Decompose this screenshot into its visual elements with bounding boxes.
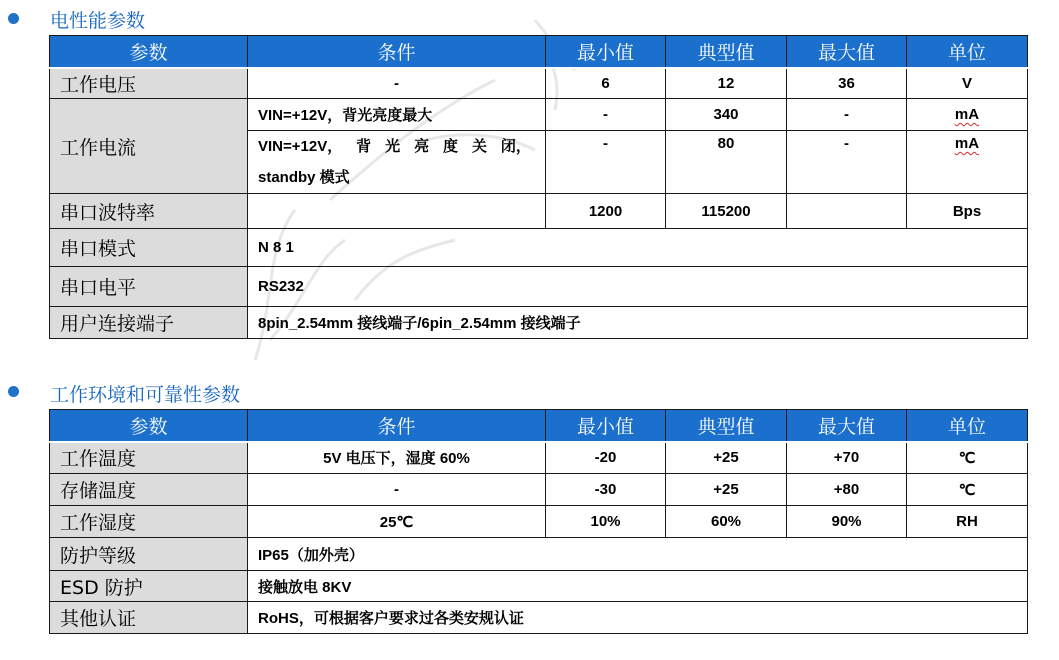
row-label: 串口波特率	[50, 194, 248, 229]
cell-typ: +25	[666, 442, 787, 474]
cell-max: -	[787, 99, 907, 131]
cell-min: 10%	[546, 506, 666, 538]
row-label: 工作温度	[50, 442, 248, 474]
header-param: 参数	[50, 410, 248, 442]
electrical-params-table	[49, 35, 1028, 339]
header-min: 最小值	[546, 410, 666, 442]
section-title-environment: 工作环境和可靠性参数	[50, 384, 241, 406]
cell-min: 6	[546, 68, 666, 99]
cell-condition: 25℃	[248, 506, 546, 538]
cond-word: VIN=+12V，	[258, 138, 343, 155]
row-label: 存储温度	[50, 474, 248, 506]
table-row	[50, 307, 1028, 339]
header-condition: 条件	[248, 36, 546, 68]
table-header-row	[50, 410, 1028, 442]
cell-condition: -	[248, 68, 546, 99]
cond-word: 关	[471, 138, 487, 155]
cell-min: -	[546, 131, 666, 194]
table-row	[50, 506, 1028, 538]
cell-value: 接触放电 8KV	[248, 571, 1028, 602]
header-param: 参数	[50, 36, 248, 68]
unit-text: mA	[954, 106, 980, 123]
row-label: 防护等级	[50, 538, 248, 571]
row-label: 工作电压	[50, 68, 248, 99]
cell-min: -	[546, 99, 666, 131]
cell-value: 8pin_2.54mm 接线端子/6pin_2.54mm 接线端子	[248, 307, 1028, 339]
header-typ: 典型值	[666, 36, 787, 68]
section-title-electrical: 电性能参数	[50, 10, 146, 32]
cell-unit	[907, 131, 1028, 194]
row-label: 串口电平	[50, 267, 248, 307]
cell-unit: ℃	[907, 442, 1028, 474]
table-row	[50, 571, 1028, 602]
cond-word: 光	[385, 138, 401, 155]
cond-word: 亮	[414, 138, 430, 155]
cell-max	[787, 194, 907, 229]
header-max: 最大值	[787, 36, 907, 68]
table-row	[50, 602, 1028, 634]
cond-word: 度	[443, 138, 459, 155]
table-row	[50, 68, 1028, 99]
row-label: 串口模式	[50, 229, 248, 267]
bullet-icon	[8, 13, 19, 24]
table-row	[50, 229, 1028, 267]
cell-max: +70	[787, 442, 907, 474]
cell-min: -20	[546, 442, 666, 474]
cell-typ: 80	[666, 131, 787, 194]
cond-word: 闭，	[500, 138, 531, 155]
cell-unit: V	[907, 68, 1028, 99]
table-row	[50, 194, 1028, 229]
cell-max: -	[787, 131, 907, 194]
cond-word: 背	[356, 138, 372, 155]
header-unit: 单位	[907, 410, 1028, 442]
cell-condition: 5V 电压下，湿度 60%	[248, 442, 546, 474]
cell-unit: Bps	[907, 194, 1028, 229]
header-min: 最小值	[546, 36, 666, 68]
header-max: 最大值	[787, 410, 907, 442]
table-row	[50, 538, 1028, 571]
cell-min: 1200	[546, 194, 666, 229]
cell-value: IP65（加外壳）	[248, 538, 1028, 571]
cell-typ: 60%	[666, 506, 787, 538]
table-row	[50, 442, 1028, 474]
condition-line-2: standby 模式	[258, 169, 350, 186]
cell-typ: +25	[666, 474, 787, 506]
cell-unit: ℃	[907, 474, 1028, 506]
row-label: 工作湿度	[50, 506, 248, 538]
row-label: 其他认证	[50, 602, 248, 634]
cell-condition	[248, 131, 546, 194]
cell-min: -30	[546, 474, 666, 506]
cell-condition: -	[248, 474, 546, 506]
unit-text: mA	[954, 135, 980, 152]
cell-max: 90%	[787, 506, 907, 538]
cell-condition: VIN=+12V，背光亮度最大	[248, 99, 546, 131]
cell-condition	[248, 194, 546, 229]
cell-max: 36	[787, 68, 907, 99]
cell-typ: 340	[666, 99, 787, 131]
header-condition: 条件	[248, 410, 546, 442]
environment-params-table	[49, 409, 1028, 634]
cell-value: N 8 1	[248, 229, 1028, 267]
row-label: 工作电流	[50, 99, 248, 194]
table-header-row	[50, 36, 1028, 68]
cell-typ: 115200	[666, 194, 787, 229]
bullet-icon	[8, 386, 19, 397]
cell-typ: 12	[666, 68, 787, 99]
cell-max: +80	[787, 474, 907, 506]
table-row	[50, 474, 1028, 506]
table-row	[50, 99, 1028, 131]
cell-unit: RH	[907, 506, 1028, 538]
cell-unit	[907, 99, 1028, 131]
table-row	[50, 267, 1028, 307]
cell-value: RS232	[248, 267, 1028, 307]
row-label: 用户连接端子	[50, 307, 248, 339]
condition-line-1	[258, 131, 545, 162]
row-label: ESD 防护	[50, 571, 248, 602]
cell-value: RoHS，可根据客户要求过各类安规认证	[248, 602, 1028, 634]
header-typ: 典型值	[666, 410, 787, 442]
header-unit: 单位	[907, 36, 1028, 68]
